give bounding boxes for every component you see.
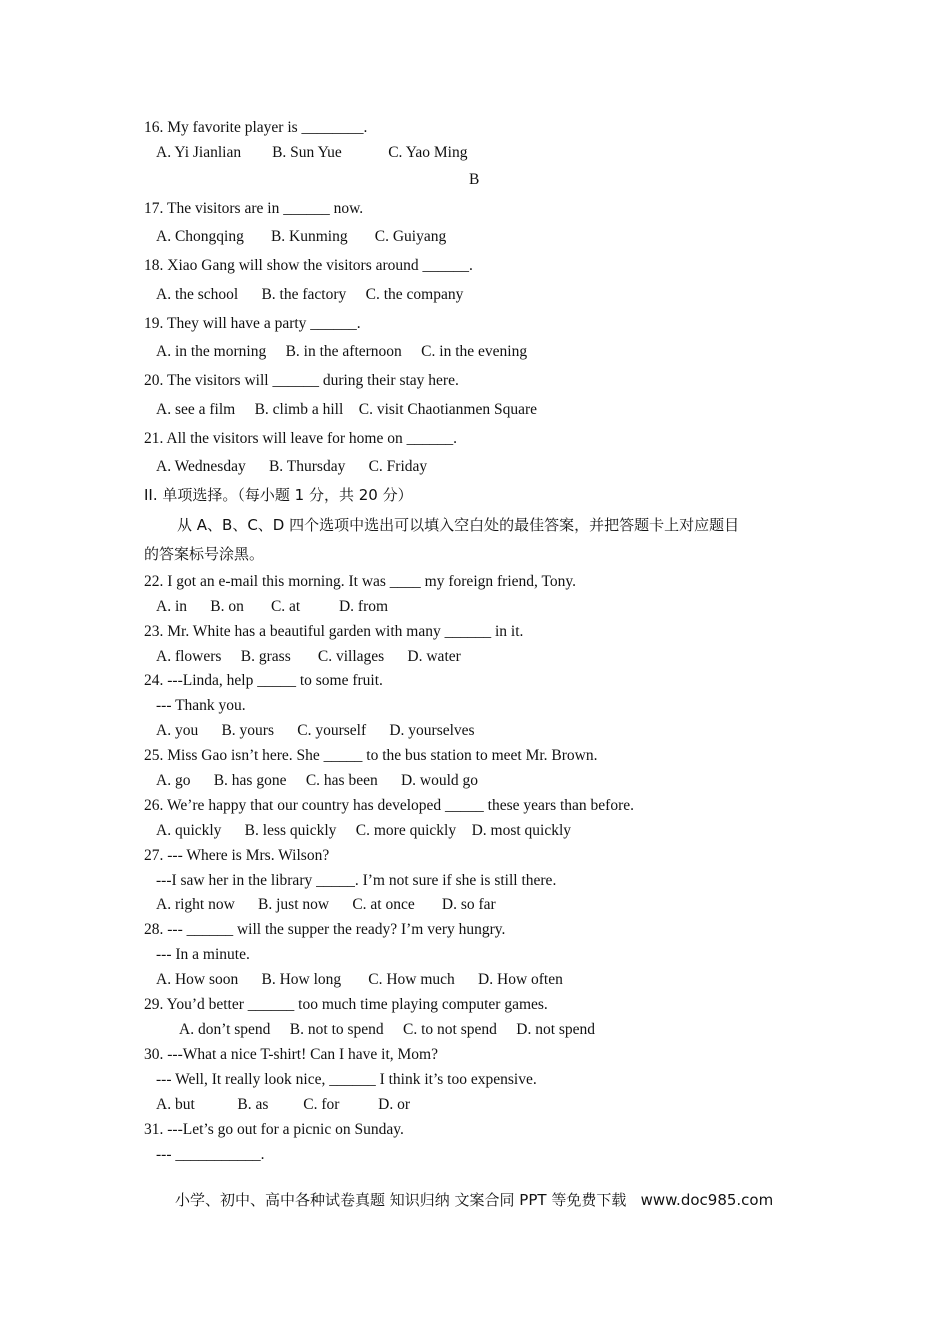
question-21: 21. All the visitors will leave for home on ______. (144, 430, 457, 447)
question-30-reply: --- Well, It really look nice, ______ I think it’s too expensive. (156, 1071, 537, 1088)
question-22: 22. I got an e-mail this morning. It was ____ my foreign friend, Tony. (144, 573, 576, 590)
question-17-options: A. Chongqing B. Kunming C. Guiyang (156, 228, 447, 245)
question-31-reply: --- ___________. (156, 1146, 265, 1163)
section-2-instruction-line2: 的答案标号涂黑。 (144, 545, 265, 563)
question-27-reply: ---I saw her in the library _____. I’m not sure if she is still there. (156, 872, 557, 889)
question-20: 20. The visitors will ______ during their stay here. (144, 372, 459, 389)
question-23: 23. Mr. White has a beautiful garden with many ______ in it. (144, 623, 524, 640)
question-21-options: A. Wednesday B. Thursday C. Friday (156, 458, 428, 475)
page-footer: 小学、初中、高中各种试卷真题 知识归纳 文案合同 PPT 等免费下载 www.doc985.com (175, 1191, 774, 1209)
question-23-options: A. flowers B. grass C. villages D. water (156, 648, 461, 665)
question-26: 26. We’re happy that our country has developed _____ these years than before. (144, 797, 634, 814)
question-28-reply: --- In a minute. (156, 946, 250, 963)
question-27: 27. --- Where is Mrs. Wilson? (144, 847, 330, 864)
question-22-options: A. in B. on C. at D. from (156, 598, 389, 615)
section-2-instruction-line1: 从 A、B、C、D 四个选项中选出可以填入空白处的最佳答案，并把答题卡上对应题目 (177, 516, 740, 534)
question-19: 19. They will have a party ______. (144, 315, 361, 332)
question-16-answer: B (469, 171, 480, 188)
question-17: 17. The visitors are in ______ now. (144, 200, 364, 217)
question-24-options: A. you B. yours C. yourself D. yourselves (156, 722, 475, 739)
question-25: 25. Miss Gao isn’t here. She _____ to the bus station to meet Mr. Brown. (144, 747, 598, 764)
question-18: 18. Xiao Gang will show the visitors around ______. (144, 257, 473, 274)
question-26-options: A. quickly B. less quickly C. more quickly D. most quickly (156, 822, 572, 839)
question-28-options: A. How soon B. How long C. How much D. How often (156, 971, 563, 988)
question-24: 24. ---Linda, help _____ to some fruit. (144, 672, 383, 689)
question-24-reply: --- Thank you. (156, 697, 246, 714)
question-16: 16. My favorite player is ________. (144, 119, 368, 136)
question-18-options: A. the school B. the factory C. the company (156, 286, 464, 303)
question-29: 29. You’d better ______ too much time playing computer games. (144, 996, 548, 1013)
question-19-options: A. in the morning B. in the afternoon C. in the evening (156, 343, 528, 360)
question-29-options: A. don’t spend B. not to spend C. to not spend D. not spend (179, 1021, 596, 1038)
question-27-options: A. right now B. just now C. at once D. so far (156, 896, 496, 913)
question-28: 28. --- ______ will the supper the ready? I’m very hungry. (144, 921, 506, 938)
question-30-options: A. but B. as C. for D. or (156, 1096, 411, 1113)
section-2-title: II. 单项选择。（每小题 1 分，共 20 分） (144, 486, 413, 504)
question-25-options: A. go B. has gone C. has been D. would go (156, 772, 479, 789)
question-30: 30. ---What a nice T-shirt! Can I have it, Mom? (144, 1046, 438, 1063)
question-16-options: A. Yi Jianlian B. Sun Yue C. Yao Ming (156, 144, 468, 161)
question-20-options: A. see a film B. climb a hill C. visit Chaotianmen Square (156, 401, 537, 418)
question-31: 31. ---Let’s go out for a picnic on Sunday. (144, 1121, 404, 1138)
